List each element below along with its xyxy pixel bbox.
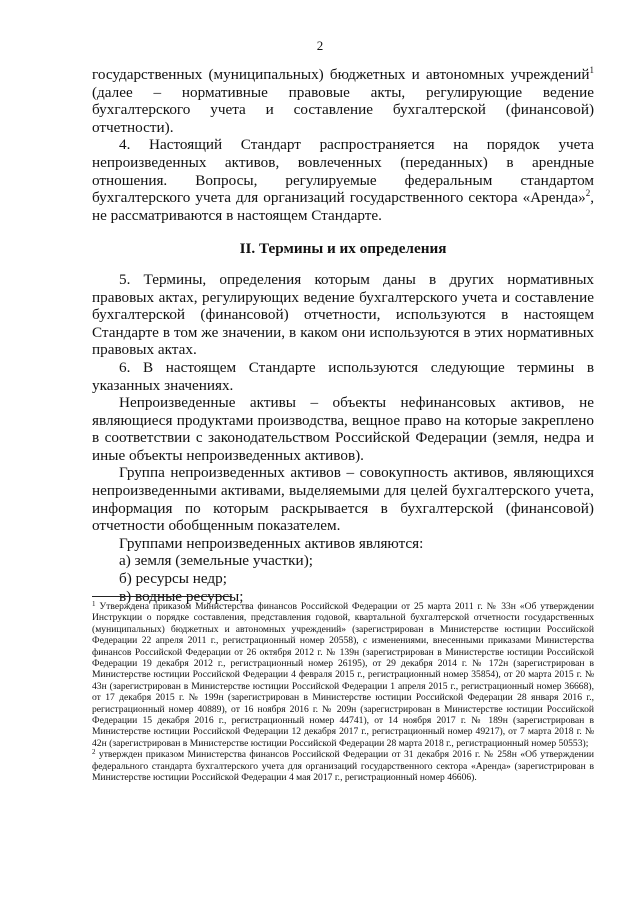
paragraph-text: 4. Настоящий Стандарт распространяется на порядок учета непроизведенных активов, вовлеченных (переданных) в арендные отношения. Вопросы, регулируемые федеральным стандартом бухгалтерского учета для организаций государственного сектора «Аренда» xyxy=(92,136,594,207)
footnote-text: утвержден приказом Министерства финансов Российской Федерации от 31 декабря 2016 г. № 258н «Об утверждении федерального стандарта бухгалтерского учета для организаций государственного сектора «Аренда» (зарегистрирован в Министерстве юстиции Российской Федерации 4 мая 2017 г., регистрационный номер 46606). xyxy=(92,749,594,784)
paragraph-4 xyxy=(92,136,594,224)
definition-asset-group: Группа непроизведенных активов – совокупность активов, являющихся непроизведенными активами, выделяемыми для целей бухгалтерского учета, информация по которым раскрывается в бухгалтерской (финансовой) отчетности обобщенным показателем. xyxy=(92,464,594,535)
section-heading: II. Термины и их определения xyxy=(239,240,447,258)
paragraph-text-cont: , не рассматриваются в настоящем Стандарте. xyxy=(92,189,594,224)
footnote-divider xyxy=(92,596,232,597)
footnote-2 xyxy=(92,749,594,783)
footnote-ref-2: 2 xyxy=(585,188,591,199)
paragraph-text-cont: (далее – нормативные правовые акты, регулирующие ведение бухгалтерского учета и составление бухгалтерской (финансовой) отчетности). xyxy=(92,83,594,136)
footnote-mark: 1 xyxy=(92,600,96,608)
list-item: а) земля (земельные участки); xyxy=(119,552,313,570)
list-item: в) водные ресурсы; xyxy=(119,587,244,605)
footnote-ref-1: 1 xyxy=(589,65,594,75)
footnote-text: Утверждена приказом Министерства финансов Российской Федерации от 25 марта 2011 г. № 33н «Об утверждении Инструкции о порядке составления, представления годовой, квартальной бухгалтерской отчетности государственных (муниципальных) бюджетных и автономных учреждений» (зарегистрирован в Министерстве юстиции Российской Федерации 22 апреля 2011 г., регистрационный номер 20558), с изменениями, внесенными приказами Министерства финансов Российской Федерации от 26 октября 2012 г. № 139н (зарегистрирован в Министерстве юстиции Российской Федерации 19 декабря 2012 г., регистрационный номер 26195), от 29 декабря 2014 г. № 172н (зарегистрирован в Министерстве юстиции Российской Федерации 4 февраля 2015 г., регистрационный номер 35854), от 20 марта 2015 г. № 43н (зарегистрирован в Министерстве юстиции Российской Федерации 1 апреля 2015 г., регистрационный номер 36668), от 17 декабря 2015 г. № 199н (зарегистрирован в Министерстве юстиции Российской Федерации 28 января 2016 г., регистрационный номер 40889), от 16 ноября 2016 г. № 209н (зарегистрирован в Министерстве юстиции Российской Федерации 15 декабря 2016 г., регистрационный номер 44741), от 14 ноября 2017 г. № 189н (зарегистрирован в Министерстве юстиции Российской Федерации 12 декабря 2017 г., регистрационный номер 49217), от 7 марта 2018 г. № 42н (зарегистрирован в Министерстве юстиции Российской Федерации 28 марта 2018 г., регистрационный номер 50553); xyxy=(92,601,594,749)
paragraph-5: 5. Термины, определения которым даны в других нормативных правовых актах, регулирующих ведение бухгалтерского учета и составление бухгалтерской (финансовой) отчетности, используются в настоящем Стандарте в том же значении, в каком они используются в этих нормативных правовых актах. xyxy=(92,270,594,359)
body-text xyxy=(92,66,594,605)
groups-intro: Группами непроизведенных активов являются: xyxy=(119,534,424,552)
paragraph-continuation xyxy=(92,66,594,136)
definition-nonproduced-assets: Непроизведенные активы – объекты нефинансовых активов, не являющиеся продуктами производства, вещное право на которые закреплено в соответствии с законодательством Российской Федерации (земля, недра и иные объекты непроизведенных активов). xyxy=(92,394,594,464)
paragraph-6: 6. В настоящем Стандарте используются следующие термины в указанных значениях. xyxy=(92,358,594,394)
footnote-1 xyxy=(92,601,594,749)
footnotes xyxy=(92,601,594,784)
page-number: 2 xyxy=(316,38,324,53)
footnote-mark: 2 xyxy=(92,748,96,757)
list-item: б) ресурсы недр; xyxy=(119,570,227,588)
paragraph-text: государственных (муниципальных) бюджетных и автономных учреждений xyxy=(92,66,590,83)
